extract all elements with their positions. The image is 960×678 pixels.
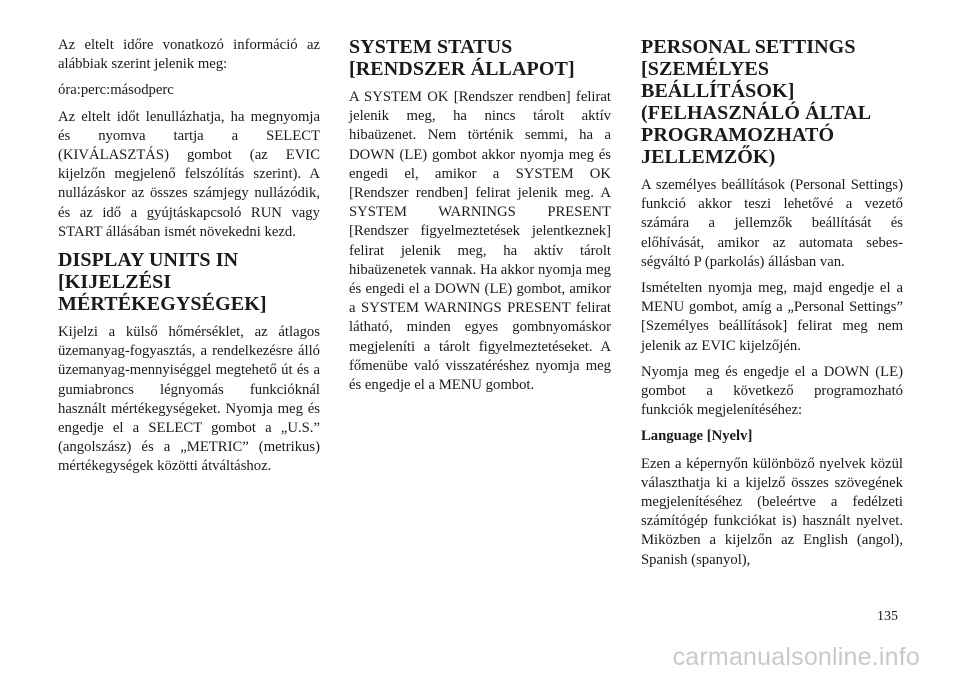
heading-personal-settings: PERSONAL SETTINGS [SZEMÉLYES BEÁLLÍTÁSOK] (FELHASZNÁLÓ ÁLTAL PROGRAMOZHATÓ JELLEMZŐK) (641, 36, 871, 168)
paragraph-down-button: Nyomja meg és engedje el a DOWN (LE) gombot a következő programozható funkciók megjelenítéséhez: (641, 363, 903, 419)
page-number: 135 (877, 609, 898, 624)
paragraph-personal-settings-intro: A személyes beállítások (Personal Settings) funkció akkor teszi lehetővé a vezető számára a jellemzők beállítását és előhívását, amikor az automata sebességváltó P (parkolás) állásban van. (641, 177, 903, 270)
paragraph-language: Ezen a képernyőn különböző nyelvek közül választhatja ki a kijelző összes szövegének megjelenítéséhez (beleértve a fedélzeti számítógép funkciókat is) használt nyelvet. Miközben a kijelzőn az English (angol), Spanish (spanyol), (641, 455, 903, 568)
paragraph-time-format: óra:perc:másodperc (58, 82, 174, 99)
column-middle (349, 36, 611, 402)
heading-display-units: DISPLAY UNITS IN [KIJELZÉSI MÉRTÉKEGYSÉGEK] (58, 249, 267, 316)
heading-system-status: SYSTEM STATUS [RENDSZER ÁLLAPOT] (349, 36, 575, 80)
paragraph-system-status: A SYSTEM OK [Rendszer rendben] felirat jelenik meg, ha nincs tárolt aktív hibaüzenet. Nem történik semmi, ha a DOWN (LE) gombot akkor nyomja meg és engedi el, amikor a SYSTEM OK [Rendszer rendben] felirat jelenik meg. A SYSTEM WARNINGS PRESENT [Rendszer figyelmeztetések jelentkeznek] felirat jelenik meg, ha aktív tárolt hibaüzenetek vannak. Ha akkor nyomja meg és engedi el a DOWN (LE) gombot, amikor a SYSTEM WARNINGS PRESENT felirat látható, minden egyes gombnyomáskor megjeleníti a tárolt figyelmeztetéseket. A főmenübe való visszatéréshez nyomja meg és engedje el a MENU gombot. (349, 89, 611, 394)
column-right (641, 36, 903, 577)
paragraph-display-units: Kijelzi a külső hőmérséklet, az átlagos üzemanyag-fogyasztás, a rendelkezésre álló üzemanyag-mennyiséggel megtehető út és a gumiabroncs légnyomás funkcióknál használt mértékegységeket. Nyomja meg és engedje el a SELECT gombot a „U.S.” (angolszász) és a „METRIC” (metrikus) mértékegységek közötti átváltáshoz. (58, 324, 320, 475)
watermark: carmanualsonline.info (0, 636, 960, 678)
paragraph-reset-instructions: Az eltelt időt lenullázhatja, ha megnyomja és nyomva tartja a SELECT (KIVÁLASZTÁS) gombot (az EVIC kijelzőn megjelenő felszólítás szerint). A nullázáskor az összes számjegy nullázódik, és az idő a gyújtáskapcsoló RUN vagy START állásában ismét növekedni kezd. (58, 108, 320, 240)
paragraph-elapsed-time-info: Az eltelt időre vonatkozó információ az alábbiak szerint jelenik meg: (58, 37, 320, 73)
subheading-language: Language [Nyelv] (641, 428, 753, 445)
column-left (58, 36, 320, 484)
paragraph-menu-button: Ismételten nyomja meg, majd engedje el a MENU gombot, amíg a „Personal Settings” [Személyes beállítások] felirat meg nem jelenik az EVIC kijelzőjén. (641, 280, 903, 354)
